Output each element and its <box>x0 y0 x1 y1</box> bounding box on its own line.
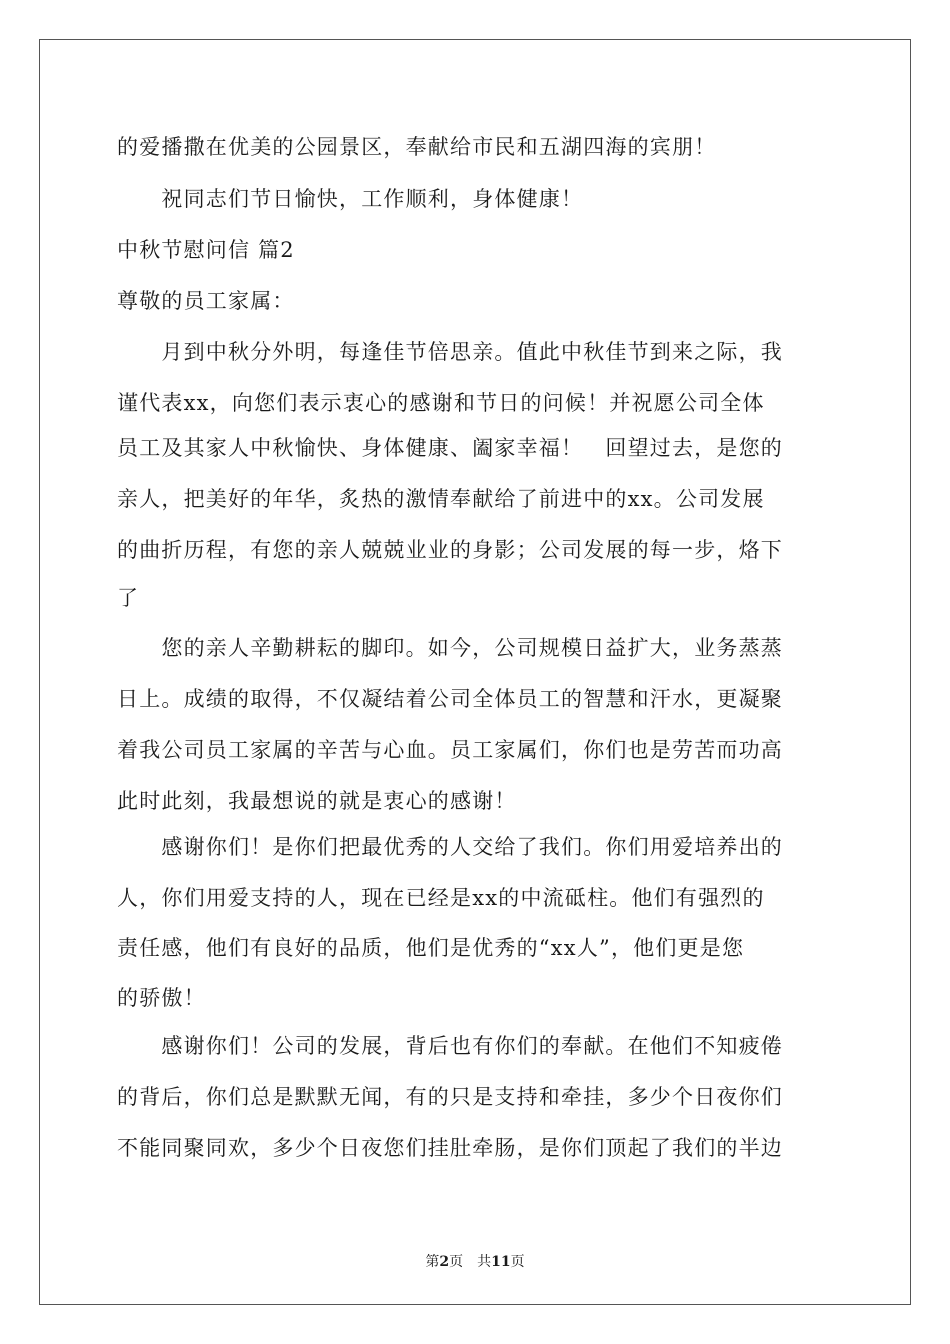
footer-suffix: 页 <box>510 1254 525 1270</box>
section-heading: 中秋节慰问信 篇2 <box>117 238 295 262</box>
text-line: 了 <box>117 586 140 610</box>
text-line: 的曲折历程，有您的亲人兢兢业业的身影；公司发展的每一步，烙下 <box>117 538 783 562</box>
text-line: 人，你们用爱支持的人，现在已经是xx的中流砥柱。他们有强烈的 <box>117 886 765 910</box>
footer-middle: 页 共 <box>449 1254 492 1270</box>
text-line: 的背后，你们总是默默无闻，有的只是支持和牵挂，多少个日夜你们 <box>117 1085 783 1109</box>
text-line: 感谢你们！是你们把最优秀的人交给了我们。你们用爱培养出的 <box>117 835 783 859</box>
page-footer <box>0 1253 950 1271</box>
total-pages-number: 11 <box>491 1254 511 1270</box>
text-line: 此时此刻，我最想说的就是衷心的感谢！ <box>117 789 517 813</box>
text-line: 的爱播撒在优美的公园景区，奉献给市民和五湖四海的宾朋！ <box>117 135 717 159</box>
text-line: 责任感，他们有良好的品质，他们是优秀的“xx人”，他们更是您 <box>117 936 745 960</box>
text-line: 月到中秋分外明，每逢佳节倍思亲。值此中秋佳节到来之际，我 <box>117 340 783 364</box>
text-line: 您的亲人辛勤耕耘的脚印。如今，公司规模日益扩大，业务蒸蒸 <box>117 636 783 660</box>
salutation: 尊敬的员工家属： <box>117 289 295 313</box>
text-line: 祝同志们节日愉快，工作顺利，身体健康！ <box>117 187 584 211</box>
text-line: 亲人，把美好的年华，炙热的激情奉献给了前进中的xx。公司发展 <box>117 487 765 511</box>
text-line: 的骄傲！ <box>117 986 206 1010</box>
footer-prefix: 第 <box>425 1254 440 1270</box>
text-line: 员工及其家人中秋愉快、身体健康、阖家幸福！ 回望过去，是您的 <box>117 436 783 460</box>
text-line: 谨代表xx，向您们表示衷心的感谢和节日的问候！并祝愿公司全体 <box>117 391 765 415</box>
text-line: 感谢你们！公司的发展，背后也有你们的奉献。在他们不知疲倦 <box>117 1034 783 1058</box>
text-line: 不能同聚同欢，多少个日夜您们挂肚牵肠，是你们顶起了我们的半边 <box>117 1136 783 1160</box>
page-border <box>39 39 911 1305</box>
current-page-number: 2 <box>439 1254 450 1270</box>
text-line: 着我公司员工家属的辛苦与心血。员工家属们，你们也是劳苦而功高 <box>117 738 783 762</box>
text-line: 日上。成绩的取得，不仅凝结着公司全体员工的智慧和汗水，更凝聚 <box>117 687 783 711</box>
